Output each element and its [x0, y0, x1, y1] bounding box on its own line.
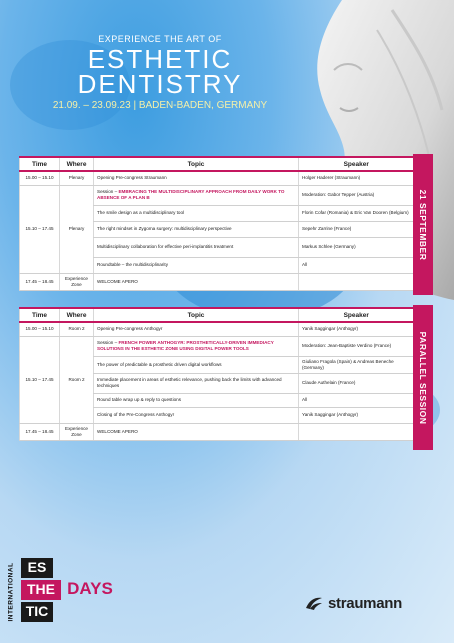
column-header-topic: Topic	[94, 157, 299, 171]
column-header-where: Where	[60, 157, 94, 171]
column-header-speaker: Speaker	[299, 157, 414, 171]
row-speaker: Moderation: Jean-Baptiste Verdino (France)	[299, 336, 414, 356]
event-title-line-1: ESTHETIC	[87, 44, 233, 74]
row-topic: WELCOME APERO	[94, 273, 299, 290]
row-where: Experience Zone	[60, 423, 94, 440]
row-time: 17.45 – 18.45	[20, 273, 60, 290]
row-speaker: Yanik Saggingar (Anthogyr)	[299, 407, 414, 423]
column-header-time: Time	[20, 308, 60, 322]
row-topic: Closing of the Pre-Congress Anthogyr	[94, 407, 299, 423]
row-speaker: Florin Cofar (Romania) & Eric Van Dooren (Belgium)	[299, 205, 414, 221]
row-speaker: Claude Authelain (France)	[299, 373, 414, 393]
row-speaker: Yanik Saggingar (Anthogyr)	[299, 322, 414, 336]
session-prefix: Session –	[97, 340, 119, 346]
column-header-where: Where	[60, 308, 94, 322]
table-row	[20, 322, 414, 336]
row-topic: Opening Pre-congress Straumann	[94, 171, 299, 185]
straumann-logo	[304, 592, 402, 614]
day-tag-label: PARALLEL SESSION	[418, 331, 428, 424]
logo-international-label	[6, 549, 16, 635]
row-speaker: Markus Schlee (Germany)	[299, 237, 414, 257]
schedule-table-21-september	[19, 156, 414, 291]
row-topic: WELCOME APERO	[94, 423, 299, 440]
session-title: FRENCH POWER ANTHOGYR: PROSTHETICALLY-DRIVEN IMMEDIACY SOLUTIONS IN THE ESTHETIC ZONE USING DIGITAL POWER TOOLS	[97, 340, 274, 351]
row-where: Room 2	[60, 322, 94, 336]
table-row	[20, 171, 414, 185]
logo-es: ES	[21, 558, 53, 578]
row-time: 15.00 – 15.10	[20, 322, 60, 336]
row-where: Room 2	[60, 336, 94, 423]
day-tag-21-september	[413, 154, 433, 295]
row-speaker: Sepehr Zarrine (France)	[299, 221, 414, 237]
day-tag-parallel-session	[413, 305, 433, 450]
row-speaker: Moderation: Gabor Tepper (Austria)	[299, 185, 414, 205]
row-topic: Multidisciplinary collaboration for effective peri-implantitis treatment	[94, 237, 299, 257]
row-where: Plenary	[60, 171, 94, 185]
row-topic: Round table wrap up & reply to questions	[94, 393, 299, 407]
row-topic: The power of predictable & prosthetic driven digital workflows	[94, 356, 299, 373]
table-row	[20, 273, 414, 290]
row-time: 15.10 – 17.45	[20, 185, 60, 273]
row-topic: Immediate placement in areas of esthetic relevance, pushing back the limits with advanced techniques	[94, 373, 299, 393]
column-header-speaker: Speaker	[299, 308, 414, 322]
row-time: 15.00 – 15.10	[20, 171, 60, 185]
row-topic: Roundtable – the multidisciplinarity	[94, 257, 299, 273]
straumann-swoosh-icon	[304, 595, 324, 611]
row-where: Experience Zone	[60, 273, 94, 290]
row-time: 17.45 – 18.45	[20, 423, 60, 440]
straumann-wordmark: straumann	[328, 594, 402, 612]
session-prefix: Session –	[97, 189, 119, 195]
session-title: EMBRACING THE MULTIDISCIPLINARY APPROACH FROM DAILY WORK TO ABSENCE OF A PLAN B	[97, 189, 285, 200]
event-dates: 21.09. – 23.09.23 | BADEN-BADEN, GERMANY	[52, 100, 268, 111]
table-row	[20, 185, 414, 205]
row-where: Plenary	[60, 185, 94, 273]
row-speaker	[299, 423, 414, 440]
row-topic: Opening Pre-congress Anthogyr	[94, 322, 299, 336]
logo-days: DAYS	[67, 579, 113, 598]
row-speaker: All	[299, 257, 414, 273]
header-kicker: EXPERIENCE THE ART OF	[98, 34, 222, 44]
event-title-line-2: DENTISTRY	[77, 69, 243, 99]
row-speaker	[299, 273, 414, 290]
logo-tic: TIC	[21, 602, 53, 622]
column-header-time: Time	[20, 157, 60, 171]
logo-international-text: INTERNATIONAL	[7, 562, 15, 622]
table-row	[20, 423, 414, 440]
event-header	[0, 34, 320, 111]
logo-the: THE	[21, 580, 61, 600]
row-topic: The right mindset in Zygoma surgery: multidisciplinary perspective	[94, 221, 299, 237]
row-topic	[94, 336, 299, 356]
day-tag-label: 21 SEPTEMBER	[418, 189, 428, 260]
row-time: 15.10 – 17.45	[20, 336, 60, 423]
table-header-row	[20, 308, 414, 322]
column-header-topic: Topic	[94, 308, 299, 322]
schedule-table-parallel-session	[19, 307, 414, 441]
row-speaker: Giuliano Fragola (Spain) & Andreas Beneche (Germany)	[299, 356, 414, 373]
row-speaker: All	[299, 393, 414, 407]
table-row	[20, 336, 414, 356]
row-topic: The smile design as a multidisciplinary tool	[94, 205, 299, 221]
table-header-row	[20, 157, 414, 171]
row-topic	[94, 185, 299, 205]
event-title	[0, 44, 320, 99]
row-speaker: Holger Haderer (Straumann)	[299, 171, 414, 185]
